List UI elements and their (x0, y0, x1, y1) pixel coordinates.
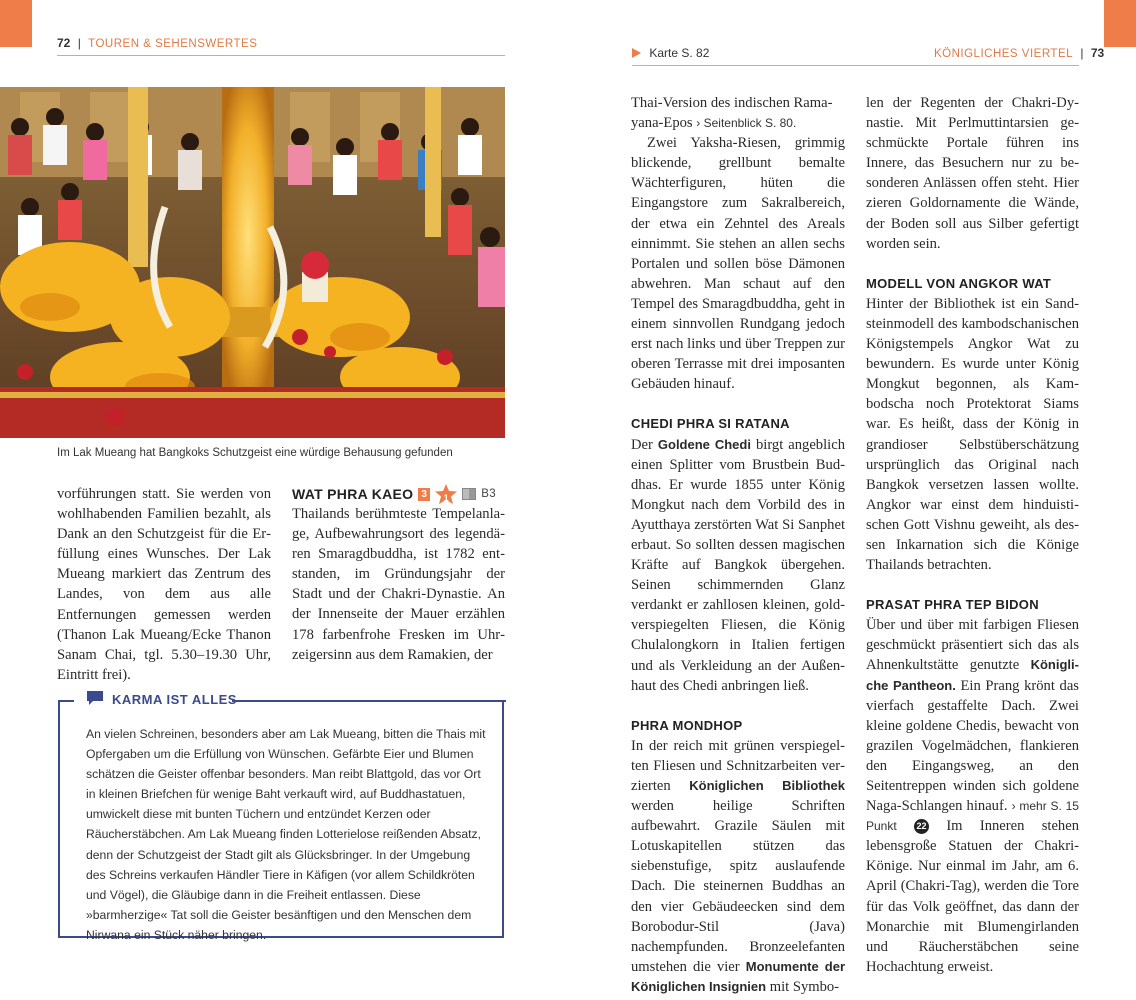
section-heading: WAT PHRA KAEO (292, 486, 414, 502)
angkor-paragraph: Hinter der Bibliothek ist ein Sandsteinmodell des kambodschanischen Königstempels Angkor Wat zu bewundern. Es wurde unter König Mongkut begonnen, als Kambodscha noch Protektorat Siams war. Es heißt, dass der König in grandioser Selbstüberschätzung ursprünglich das Original nach Bangkok versetzen lassen wollte. Angkor war einst dem hinduistischen Gott Vishnu geweiht, als dessen Inkarnation sich die Könige Thailands betrachten. (866, 295, 1079, 574)
chakri-paragraph: len der Regenten der Chakri-Dynastie. Mit Perlmuttintarsien geschmückte Portale führen ins Innere, das Besuchern nur zu besonderen Anlässen offen steht. Hier zieren Goldornamente die Wände, der Boden soll aus Silber gefertigt worden sein. (866, 95, 1079, 252)
point-number-badge: 22 (914, 819, 929, 834)
right-column-1 (631, 93, 845, 997)
left-header-rule (57, 55, 505, 56)
ramayana-text: Thai-Version des indischen Ramayana-Epos (631, 95, 833, 132)
right-page-number: 73 (1090, 46, 1105, 60)
chedi-paragraph: Der Goldene Chedi birgt angeblich einen Splitter vom Brustbein Buddhas. Er wurde 1855 unter König Mongkut nach dem Vorbild des in Ayutthaya zerstörten Wat Si Sanphet erbaut. So sollten dessen magischen Kräfte auf Bangkok übergehen. Seinen schimmernden Glanz verdankt er zahllosen kleinen, goldverspiegelten Fliesen, die König Chulalongkorn in Italien fertigen und als Verkleidung an der Außenhaut des Chedi anbringen ließ. (631, 436, 845, 694)
map-reference[interactable]: Karte S. 82 (632, 46, 709, 60)
photo-caption: Im Lak Mueang hat Bangkoks Schutzgeist eine würdige Behausung gefunden (57, 447, 453, 459)
left-page-number: 72 (57, 36, 71, 50)
speech-bubble-icon (86, 690, 104, 709)
left-section-title: TOUREN & SEHENSWERTES (88, 38, 258, 50)
shrine-photo-illustration (0, 87, 505, 438)
right-section-title: KÖNIGLICHES VIERTEL (934, 48, 1074, 60)
karma-box-text: An vielen Schreinen, besonders aber am Lak Mueang, bitten die Thais mit Opfergaben um die Erfüllung von Wünschen. Gefärbte Eier und Blumen schätzen die Geister offenbar besonders. Man reibt Blattgold, das vor Ort in kleinen Briefchen für wenige Baht verkauft wird, auf Buddhastatuen, umwickelt diese mit bunten Tüchern und entzündet Kerzen oder Räucherstäbchen. Am Lak Mueang finden Lotterielose reißenden Absatz, denn der Schutzgeist der Stadt gilt als Glücksbringer. In der Umgebung des Schreins verkaufen Händler Tiere in Käfigen (vor allem Schildkröten und Vögel), die Gläubige dann in die Freiheit entlassen. Diese »barmherzige« Tat soll die Geister besänftigen und den Menschen dem Nirwana ein Stück näher bringen. (86, 727, 486, 942)
highlight-star-icon: 1 (435, 484, 457, 504)
seitenblick-link[interactable]: › Seitenblick S. 80. (696, 116, 797, 131)
chedi-heading: CHEDI PHRA SI RATANA (631, 416, 790, 432)
tour-number-badge: 3 (418, 488, 430, 501)
mondhop-paragraph: In der reich mit grünen verspiegelten Fliesen und Schnitzarbeiten verzierten Königlichen Bibliothek werden heilige Schriften aufbewahrt. Grazile Säulen mit Lotuskapitellen stützen das siebenstufige, spitz auslaufende Dach. Die steinernen Buddhas an den vier Gebäudeecken sind dem Borobodur-Stil (Java) nachempfunden. Bronzeelefanten umstehen die vier Monumente der Königlichen Insignien mit Symbo- (631, 737, 845, 995)
map-arrow-icon (632, 48, 641, 58)
page-corner-tab-right (1104, 0, 1136, 47)
right-running-header: KÖNIGLICHES VIERTEL | 73 (934, 46, 1105, 60)
wat-phra-kaeo-paragraph: Thailands berühmteste Tempelanlage, Aufbewahrungsort des legendären Smaragdbuddha, ist 1782 entstanden, im Gründungsjahr der Stadt und der Chakri-Dynastie. An der Innenseite der Mauer erzählen 178 farbenfrohe Fresken im Uhrzeigersinn aus dem Ramakien, der (292, 506, 505, 663)
mondhop-heading: PHRA MONDHOP (631, 717, 743, 733)
wat-phra-kaeo-section (292, 484, 505, 665)
left-column-text (57, 484, 271, 685)
left-running-header: 72 | TOUREN & SEHENSWERTES (57, 36, 258, 50)
bibliothek-term: Königlichen Bibliothek (689, 778, 845, 793)
yaksha-paragraph: Zwei Yaksha-Riesen, grimmig blickende, grellbunt bemalte Wächterfiguren, hüten die Eingangstore zum Sakralbereich, der etwa ein Zehntel des Areals einnimmt. Sie stehen an allen sechs Portalen und sollen böse Dämonen abwehren. Man schaut auf den Tempel des Smaragdbuddha, geht in einem sinnvollen Rundgang jedoch erst nach links und über Treppen zur oberen Terrasse mit drei imposanten Gebäuden hinauf. (631, 135, 845, 393)
prasat-heading: PRASAT PHRA TEP BIDON (866, 597, 1039, 613)
goldene-chedi-term: Goldene Chedi (657, 436, 751, 452)
page-corner-tab-left (0, 0, 32, 47)
mehr-link[interactable]: › mehr S. 15 Punkt (866, 799, 1079, 834)
lak-mueang-shrine-photo (0, 87, 505, 438)
map-grid-reference: B3 (481, 488, 496, 500)
prasat-paragraph: Über und über mit farbigen Fliesen geschmückt präsentiert sich das als Ahnenkultstätte genutzte Königliche Pantheon. Ein Prang krönt das vierfach gestaffelte Dach. Zwei kleine goldene Chedis, bewacht von grazilen Vogelmädchen, flankieren den Eingangsweg, an den Seitentreppen winden sich goldene Naga-Schlangen hinauf. › mehr S. 15 Punkt 22 Im Inneren stehen lebensgroße Statuen der Chakri-Könige. Nur einmal im Jahr, am 6. April (Chakri-Tag), werden die Tore für das Volk geöffnet, das dann der Monarchie mit Blumengirlanden und Räucherstäbchen seine Hochachtung erweist. (866, 617, 1079, 975)
right-column-2 (866, 93, 1079, 977)
karma-box-title: KARMA IST ALLES (86, 690, 237, 709)
insignien-term: Monumente der Königlichen Insignien (631, 958, 845, 994)
lak-mueang-paragraph: vorführungen statt. Sie werden von wohlhabenden Familien bezahlt, als Dank an den Schutzgeist für die Erfüllung eines Wunsches. Der Lak Mueang markiert das Zentrum des Landes, von dem aus alle Entfernungen gemessen werden (Thanon Lak Mueang/Ecke Thanon Sanam Chai, tgl. 5.30–19.30 Uhr, Eintritt frei). (57, 486, 271, 683)
map-book-icon (462, 488, 476, 500)
angkor-heading: MODELL VON ANGKOR WAT (866, 275, 1052, 291)
right-header-rule (632, 65, 1079, 66)
pantheon-term: Königliche Pantheon. (866, 657, 1079, 693)
